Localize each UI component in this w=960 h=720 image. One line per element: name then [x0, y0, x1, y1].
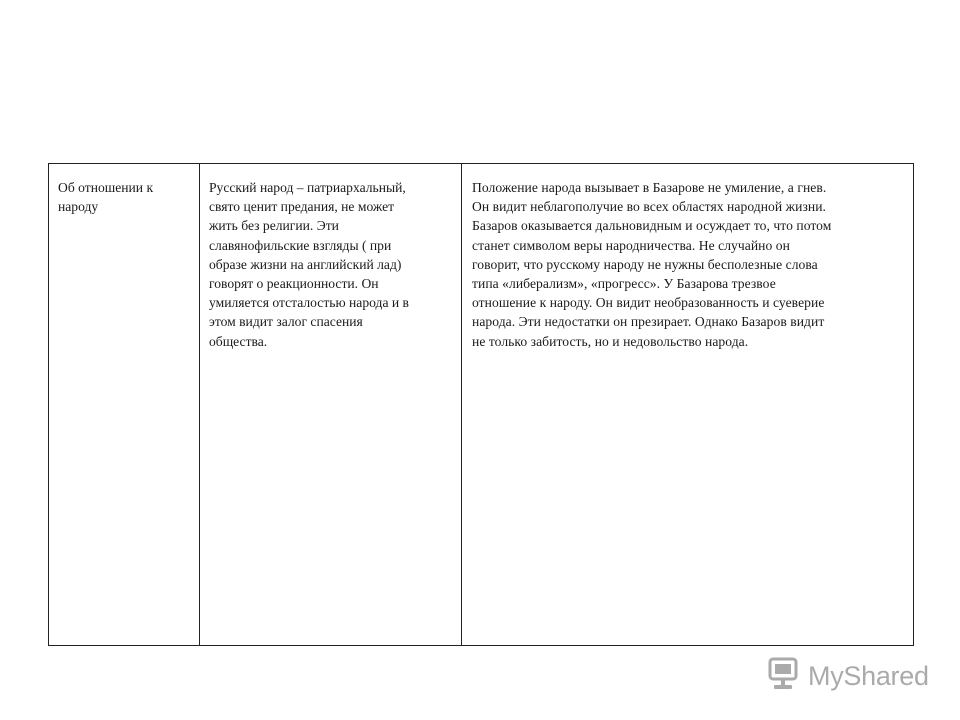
table-cell-pavel-view: Русский народ – патриархальный, свято ценит предания, не может жить без религии. Эти славянофильские взгляды ( при образе жизни на английский лад) говорят о реакционности. Он умиляется отсталостью народа и в этом видит залог спасения общества. [199, 164, 461, 645]
table-cell-bazarov-view: Положение народа вызывает в Базарове не умиление, а гнев. Он видит неблагополучие во всех областях народной жизни. Базаров оказывается дальновидным и осуждает то, что потом станет символом веры народничества. Не случайно он говорит, что русскому народу не нужны бесполезные слова типа «либерализм», «прогресс». У Базарова трезвое отношение к народу. Он видит необразованность и суеверие народа. Эти недостатки он презирает. Однако Базаров видит не только забитость, но и недовольство народа. [461, 164, 913, 645]
myshared-watermark [766, 655, 929, 697]
table-cell-topic: Об отношении к народу [58, 180, 154, 215]
projector-screen-icon [766, 656, 802, 697]
comparison-table [48, 163, 914, 646]
watermark-text: MyShared [808, 660, 929, 691]
